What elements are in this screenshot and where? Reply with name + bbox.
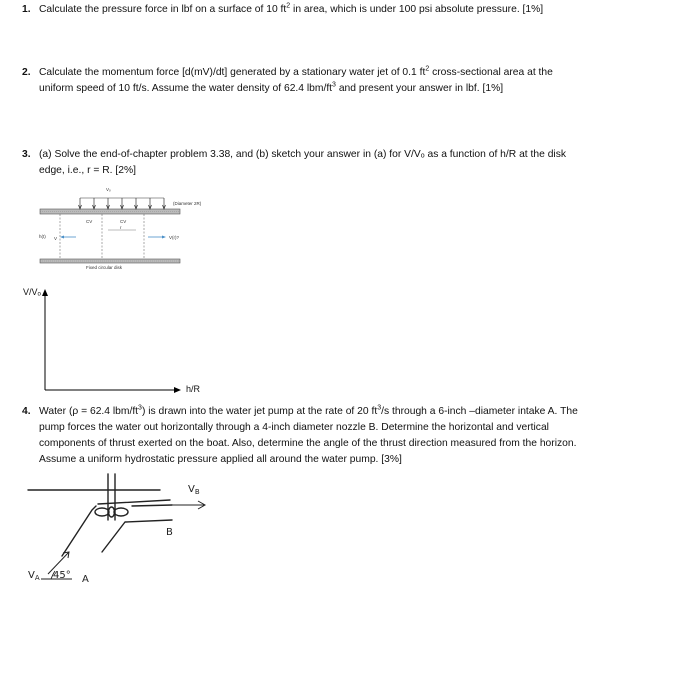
y-axis-label: V/Vₒ — [23, 287, 41, 297]
r-label: r — [120, 225, 122, 230]
question-2 — [22, 65, 652, 97]
b-label: B — [166, 527, 173, 538]
v-label: V — [54, 236, 58, 241]
pump-figure — [22, 470, 232, 600]
question-1 — [22, 2, 652, 18]
cv-label-2: CV — [120, 219, 127, 224]
question-3 — [22, 147, 652, 179]
x-axis-label: h/R — [186, 384, 201, 394]
h-label: h(t) — [39, 234, 46, 239]
intake-wall-inner — [102, 520, 172, 552]
question-2-number: 2. — [22, 67, 31, 78]
question-4-text: Water (ρ = 62.4 lbm/$ft^3$) is drawn into the water jet pump at the rate of 20 $ft^3/s$ through a 6-inch –diameter intake A. The pump forces the water out horizontally through a 4-inch diameter nozzle B. Determine the horizontal and vertical components of thrust exerted on the boat. Also, determine the angle of the thrust direction measured from the horizon. Assume a uniform hydrostatic pressure applied all around the water pump. [3%] — [39, 404, 578, 465]
question-1-text: Calculate the pressure force in lbf on a surface of 10 $ft^2$ in area, which is under 100 psi absolute pressure. [1%] — [39, 2, 544, 15]
v0-label: Vₒ — [106, 187, 111, 192]
disk-label: Fixed circular disk — [86, 265, 123, 270]
question-2-text: Calculate the momentum force [d(mV)/dt] generated by a stationary water jet of 0.1 $ft^2$ cross-sectional area at the uniform speed of 10 ft/s. Assume the water density of 62.4 lbm/$ft^3$ and present your answer in lbf. [1%] — [39, 65, 553, 94]
vb-label: $V_B$ — [188, 484, 200, 496]
control-volume-lines — [60, 214, 144, 259]
y-axis-arrow — [42, 289, 48, 296]
down-arrows — [79, 198, 166, 209]
vr-label: V(r)? — [169, 235, 179, 240]
question-3-number: 3. — [22, 149, 31, 160]
x-axis-arrow — [174, 387, 181, 393]
question-4-number: 4. — [22, 406, 31, 417]
question-4 — [22, 404, 652, 468]
impeller-left — [95, 508, 109, 516]
question-1-number: 1. — [22, 4, 31, 15]
nozzle-upper-wall — [98, 500, 170, 504]
diameter-label: (Diameter 2R) — [173, 201, 202, 206]
sketch-axes — [40, 288, 190, 398]
impeller-right — [114, 508, 128, 516]
a-label: A — [82, 574, 89, 585]
intake-wall-outer — [62, 506, 96, 556]
question-3-text: (a) Solve the end-of-chapter problem 3.38, and (b) sketch your answer in (a) for V/Vₒ as a function of h/R at the disk edge, i.e., r = R. [2%] — [39, 149, 567, 176]
va-label: $V_A$ — [28, 570, 40, 582]
disk-figure — [36, 183, 226, 273]
angle-label: 45° — [53, 570, 71, 581]
cv-label-1: CV — [86, 219, 93, 224]
